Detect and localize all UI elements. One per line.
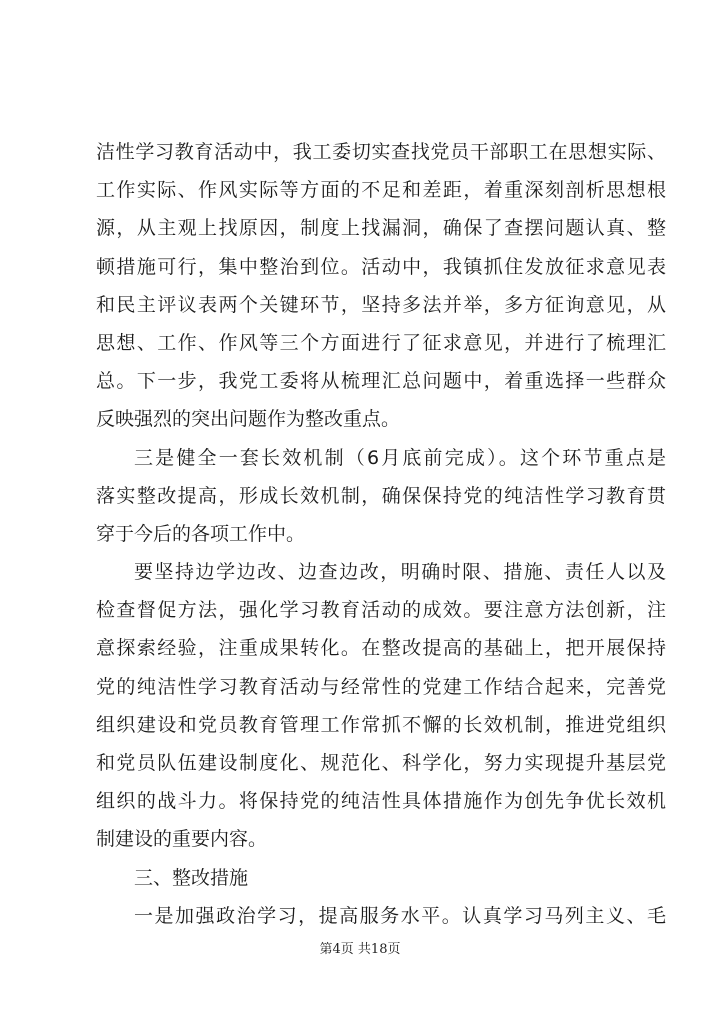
text-line: 顿措施可行，集中整治到位。活动中，我镇抓住发放征求意见表 — [96, 255, 666, 278]
text-line: 思想、工作、作风等三个方面进行了征求意见，并进行了梳理汇 — [96, 331, 666, 354]
text-line: 和民主评议表两个关键环节，坚持多法并举，多方征询意见，从 — [96, 293, 666, 316]
section-heading: 三、整改措施 — [134, 866, 249, 889]
paragraph-first-line: 三是健全一套长效机制（6月底前完成）。这个环节重点是 — [134, 446, 666, 469]
text-line: 组织的战斗力。将保持党的纯洁性具体措施作为创先争优长效机 — [96, 790, 666, 813]
text-line: 组织建设和党员教育管理工作常抓不懈的长效机制，推进党组织 — [96, 713, 666, 736]
text-line: 检查督促方法，强化学习教育活动的成效。要注意方法创新，注 — [96, 599, 666, 622]
paragraph-first-line: 要坚持边学边改、边查边改，明确时限、措施、责任人以及 — [134, 561, 666, 584]
text-line: 源，从主观上找原因，制度上找漏洞，确保了查摆问题认真、整 — [96, 217, 666, 240]
text-line: 工作实际、作风实际等方面的不足和差距，着重深刻剖析思想根 — [96, 179, 666, 202]
document-body — [96, 133, 666, 935]
text-line: 总。下一步，我党工委将从梳理汇总问题中，着重选择一些群众 — [96, 370, 666, 393]
text-line: 穿于今后的各项工作中。 — [96, 522, 306, 545]
text-line: 洁性学习教育活动中，我工委切实查找党员干部职工在思想实际、 — [96, 141, 666, 163]
page-footer: 第4页 共18页 — [319, 942, 401, 957]
text-line: 落实整改提高，形成长效机制，确保保持党的纯洁性学习教育贯 — [96, 484, 666, 507]
text-line: 党的纯洁性学习教育活动与经常性的党建工作结合起来，完善党 — [96, 675, 666, 698]
text-line: 制建设的重要内容。 — [96, 828, 268, 851]
text-line: 反映强烈的突出问题作为整改重点。 — [96, 408, 401, 431]
paragraph-first-line: 一是加强政治学习，提高服务水平。认真学习马列主义、毛 — [134, 904, 666, 927]
text-line: 和党员队伍建设制度化、规范化、科学化，努力实现提升基层党 — [96, 752, 666, 774]
text-line: 意探索经验，注重成果转化。在整改提高的基础上，把开展保持 — [96, 637, 666, 660]
